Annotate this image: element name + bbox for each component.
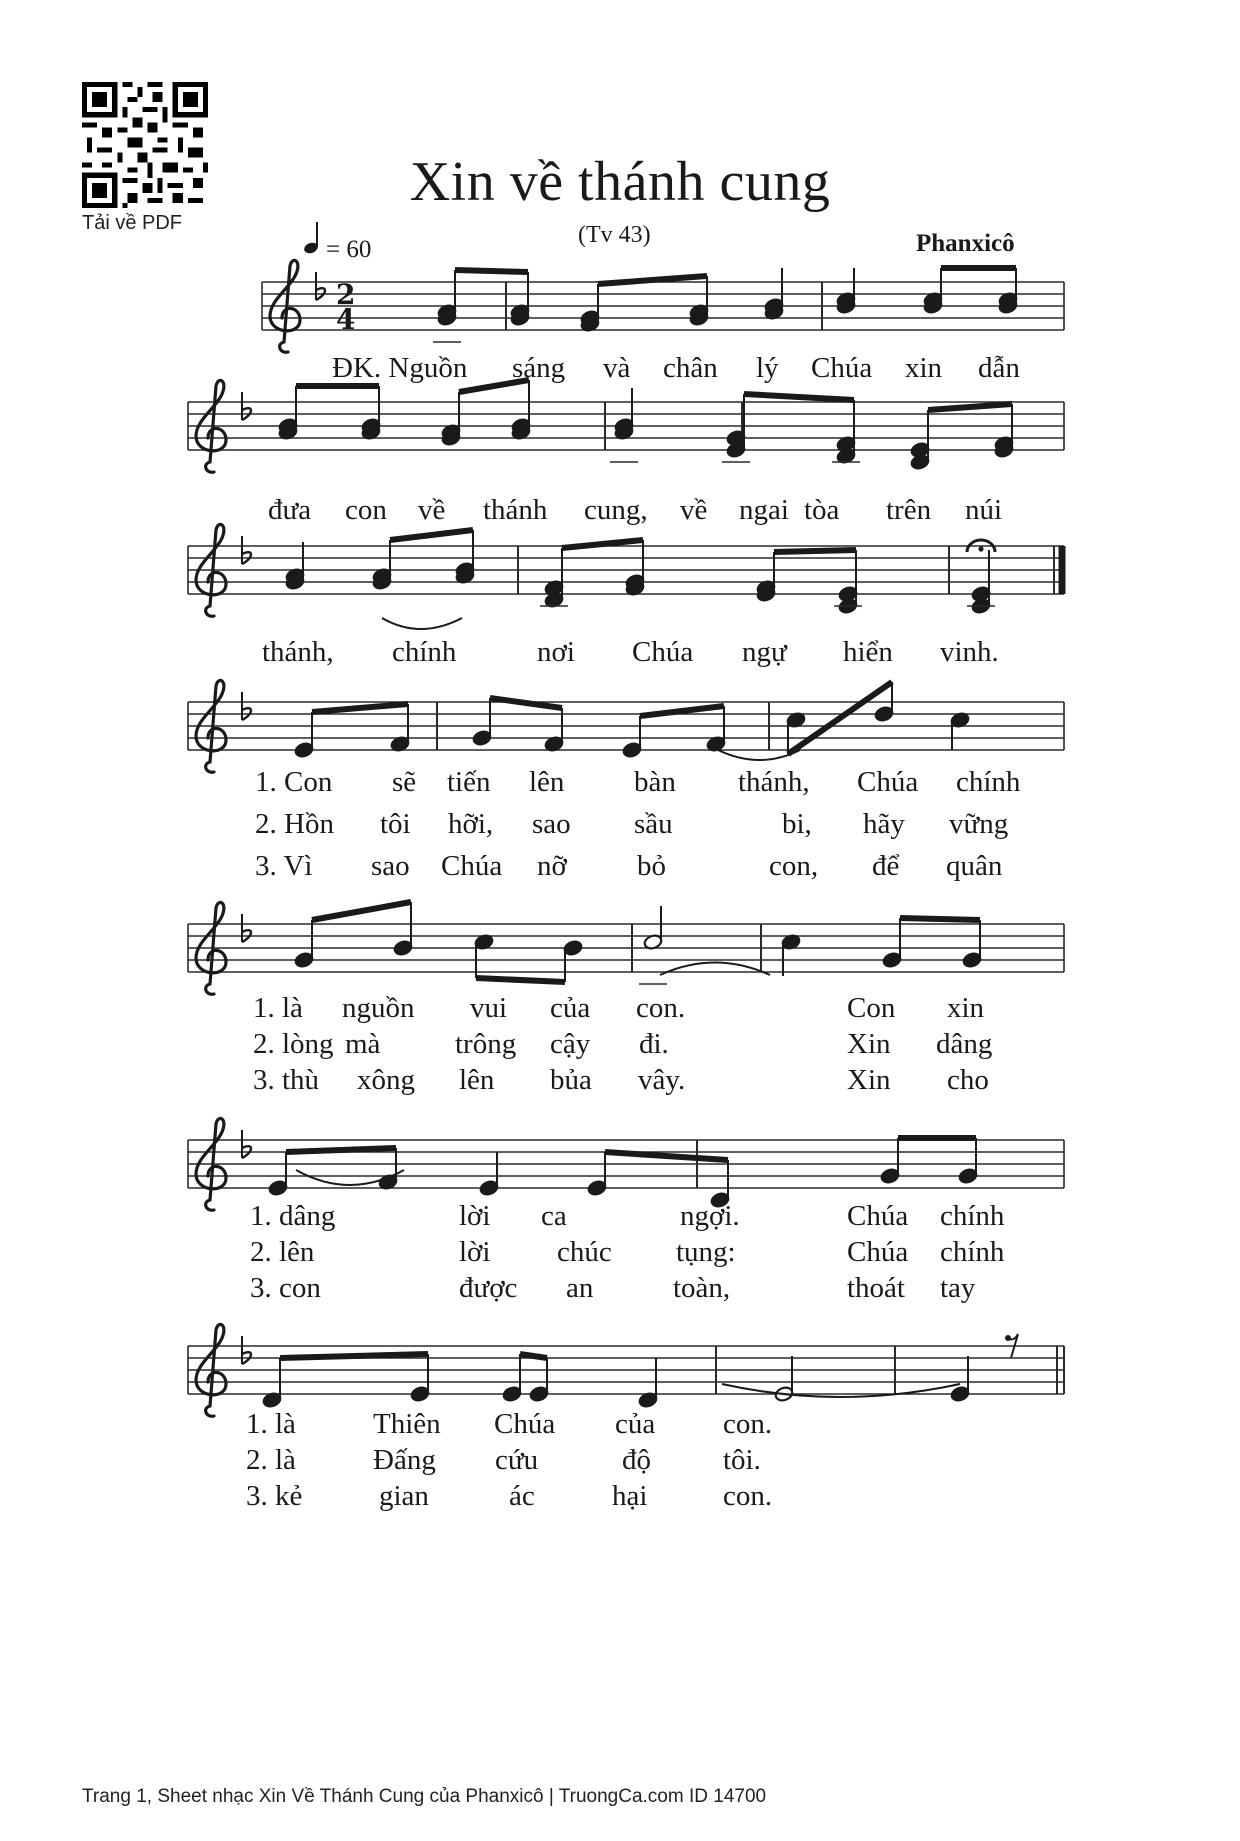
- flat-sign-icon: [242, 1336, 251, 1364]
- lyric-word: vui: [470, 992, 508, 1024]
- lyric-word: 2. lên: [250, 1236, 315, 1268]
- beam: [286, 1148, 396, 1152]
- lyric-word: vững: [949, 808, 1009, 840]
- lyric-word: con,: [769, 850, 819, 882]
- lyric-word: Chúa: [494, 1408, 556, 1440]
- lyric-word: nguồn: [342, 992, 415, 1024]
- lyric-word: ngợi.: [680, 1200, 740, 1232]
- lyric-word: tụng:: [676, 1236, 736, 1268]
- lyric-word: Chúa: [441, 850, 503, 882]
- lyric-word: thoát: [847, 1272, 905, 1304]
- beam: [520, 1354, 547, 1358]
- lyric-word: cung,: [584, 494, 648, 526]
- lyric-word: sẽ: [392, 766, 417, 798]
- beam: [744, 394, 854, 400]
- lyric-word: 1. dâng: [250, 1200, 336, 1232]
- beam: [280, 1354, 428, 1358]
- lyric-word: bỏ: [637, 850, 666, 882]
- lyric-word: chân: [663, 352, 718, 384]
- lyric-word: chính: [956, 766, 1021, 798]
- lyric-word: xin: [905, 352, 943, 384]
- lyric-word: chúc: [557, 1236, 612, 1268]
- lyric-word: đưa: [268, 494, 312, 526]
- lyric-word: 3. con: [250, 1272, 321, 1304]
- lyric-word: 3. thù: [253, 1064, 320, 1096]
- lyric-word: cứu: [495, 1444, 539, 1476]
- lyric-word: Chúa: [811, 352, 873, 384]
- lyric-word: Chúa: [847, 1200, 909, 1232]
- lyric-word: về: [680, 494, 708, 526]
- lyric-word: dâng: [936, 1028, 993, 1060]
- lyric-word: mà: [345, 1028, 381, 1060]
- lyric-word: con.: [636, 992, 686, 1024]
- lyric-word: sao: [371, 850, 410, 882]
- lyric-word: ngai: [739, 494, 789, 526]
- lyric-word: Chúa: [847, 1236, 909, 1268]
- lyric-word: con.: [723, 1480, 773, 1512]
- lyric-word: chính: [940, 1236, 1005, 1268]
- flat-sign-icon: [316, 272, 325, 300]
- lyric-word: 1. là: [246, 1408, 296, 1440]
- song-title: Xin về thánh cung: [409, 151, 831, 213]
- lyric-word: Thiên: [373, 1408, 441, 1440]
- lyric-word: vinh.: [940, 636, 999, 668]
- lyric-word: quân: [946, 850, 1003, 882]
- lyric-word: ĐK. Nguồn: [332, 352, 468, 384]
- lyric-word: 3. Vì: [255, 850, 313, 882]
- lyric-word: thánh,: [262, 636, 334, 668]
- lyric-word: 2. Hồn: [255, 808, 334, 840]
- lyric-word: dẫn: [978, 352, 1020, 384]
- lyric-word: bủa: [550, 1064, 592, 1096]
- lyric-word: Xin: [847, 1028, 891, 1060]
- lyric-word: an: [566, 1272, 594, 1304]
- lyric-word: của: [550, 992, 591, 1024]
- beam: [490, 698, 562, 708]
- lyric-word: sáng: [512, 352, 566, 384]
- lyric-word: được: [459, 1272, 518, 1304]
- lyric-word: xin: [947, 992, 985, 1024]
- lyric-word: nơi: [537, 636, 575, 668]
- tempo-marking: = 60: [326, 236, 372, 263]
- lyric-word: chính: [940, 1200, 1005, 1232]
- lyric-word: về: [418, 494, 446, 526]
- lyric-word: 2. lòng: [253, 1028, 334, 1060]
- lyric-word: vây.: [638, 1064, 686, 1096]
- lyric-word: chính: [392, 636, 457, 668]
- lyric-word: sầu: [634, 808, 673, 840]
- flat-sign-icon: [242, 536, 251, 564]
- lyric-word: và: [603, 352, 631, 384]
- lyric-word: ác: [509, 1480, 535, 1512]
- flat-sign-icon: [242, 392, 251, 420]
- lyric-word: hãy: [863, 808, 905, 840]
- flat-sign-icon: [242, 692, 251, 720]
- beam: [455, 270, 528, 272]
- lyric-word: hại: [612, 1480, 648, 1512]
- slur: [660, 963, 770, 976]
- lyric-word: núi: [965, 494, 1003, 526]
- lyric-word: Đấng: [373, 1444, 436, 1476]
- lyric-word: tòa: [804, 494, 840, 526]
- lyric-word: Xin: [847, 1064, 891, 1096]
- slur: [722, 1384, 960, 1397]
- lyric-word: bi,: [782, 808, 812, 840]
- time-signature: 4: [336, 303, 356, 336]
- quarter-note-icon: [303, 222, 320, 255]
- lyric-word: lời: [459, 1200, 491, 1232]
- lyric-word: gian: [379, 1480, 429, 1512]
- lyric-word: lý: [756, 352, 779, 384]
- beam: [312, 704, 408, 712]
- lyric-word: con: [345, 494, 387, 526]
- lyric-word: thánh: [483, 494, 548, 526]
- lyric-word: lên: [459, 1064, 495, 1096]
- lyric-word: hiển: [843, 636, 893, 668]
- lyric-word: 3. kẻ: [246, 1480, 303, 1512]
- lyric-word: ngự: [742, 636, 787, 668]
- beam: [900, 918, 980, 920]
- lyric-word: cậy: [550, 1028, 591, 1060]
- lyric-word: hỡi,: [448, 808, 494, 840]
- time-signature: 2: [336, 278, 356, 311]
- lyric-word: trên: [886, 494, 932, 526]
- composer-name: Phanxicô: [916, 230, 1015, 257]
- lyric-word: độ: [622, 1444, 651, 1476]
- lyric-word: để: [872, 850, 900, 882]
- lyric-word: ca: [541, 1200, 567, 1232]
- lyric-word: Chúa: [632, 636, 694, 668]
- beam: [774, 550, 856, 552]
- lyric-word: lời: [459, 1236, 491, 1268]
- lyric-word: Con: [847, 992, 896, 1024]
- lyric-word: Chúa: [857, 766, 919, 798]
- lyric-word: đi.: [639, 1028, 669, 1060]
- lyric-word: con.: [723, 1408, 773, 1440]
- beam: [390, 530, 473, 540]
- lyric-word: 2. là: [246, 1444, 296, 1476]
- lyric-word: tôi.: [723, 1444, 761, 1476]
- lyric-word: của: [615, 1408, 656, 1440]
- lyric-word: cho: [947, 1064, 989, 1096]
- lyric-word: bàn: [634, 766, 676, 798]
- beam: [605, 1152, 728, 1160]
- lyric-word: tôi: [380, 808, 411, 840]
- beam: [312, 902, 411, 920]
- lyric-word: thánh,: [738, 766, 810, 798]
- lyric-word: 1. Con: [255, 766, 333, 798]
- flat-sign-icon: [242, 1130, 251, 1158]
- lyric-word: xông: [357, 1064, 415, 1096]
- lyric-word: tay: [940, 1272, 976, 1304]
- download-pdf-label[interactable]: Tải về PDF: [82, 212, 183, 234]
- slur: [382, 618, 462, 629]
- lyric-word: lên: [529, 766, 565, 798]
- psalm-reference: (Tv 43): [578, 222, 651, 248]
- lyric-word: tiến: [447, 766, 491, 798]
- lyric-word: toàn,: [673, 1272, 731, 1304]
- lyric-word: sao: [532, 808, 571, 840]
- lyric-word: nỡ: [537, 850, 567, 882]
- flat-sign-icon: [242, 914, 251, 942]
- lyric-word: trông: [455, 1028, 517, 1060]
- page-footer: Trang 1, Sheet nhạc Xin Về Thánh Cung của Phanxicô | TruongCa.com ID 14700: [82, 1786, 767, 1807]
- beam: [928, 404, 1012, 410]
- beam: [476, 978, 565, 982]
- lyric-word: 1. là: [253, 992, 303, 1024]
